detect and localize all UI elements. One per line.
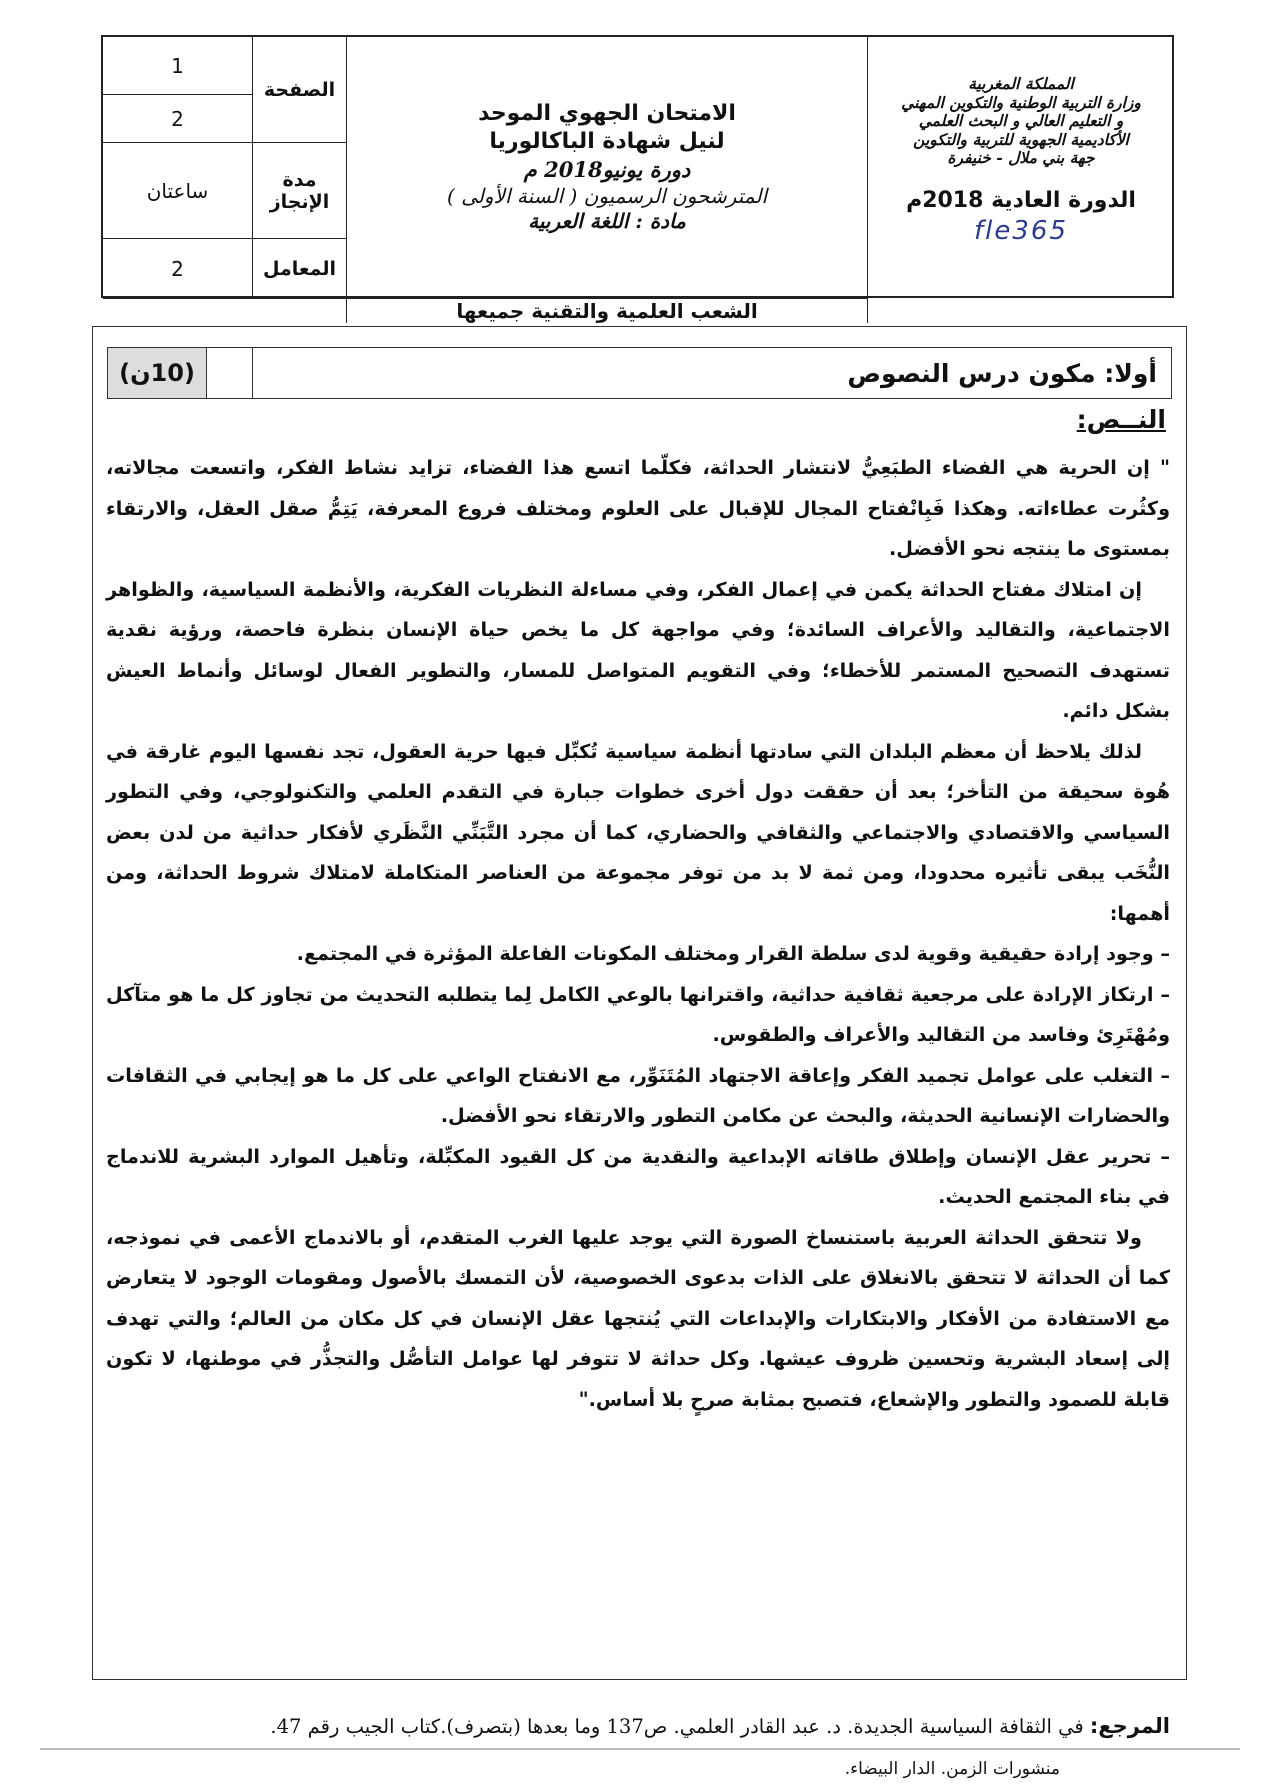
ministry-line: وزارة التربية الوطنية والتكوين المهني	[901, 92, 1141, 112]
section-score: (10ن)	[107, 347, 207, 399]
section-header	[107, 347, 1172, 399]
exam-title-line2: لنيل شهادة الباكالوريا	[489, 129, 725, 155]
total-pages: 2	[103, 95, 253, 143]
exam-title-block	[347, 37, 868, 299]
reference-line1	[106, 1705, 1170, 1748]
section-header-gap	[207, 347, 252, 399]
candidates-line: المترشحون الرسميون ( السنة الأولى )	[446, 183, 768, 208]
empty-cell	[103, 299, 347, 323]
paragraph: إن امتلاك مفتاح الحداثة يكمن في إعمال الفكر، وفي مساءلة النظريات الفكرية، والأنظمة السياسية، والظواهر الاجتماعية، والتقاليد والأعراف السائدة؛ وفي مواجهة كل ما يخص حياة الإنسان بنظرة فاحصة، ورؤية نقدية تستهدف التصحيح المستمر للأخطاء؛ وفي التقويم المتواصل للمسار، والتطوير الفعال لوسائل وأنماط العيش بشكل دائم.	[106, 577, 1170, 722]
bullet-item: – تحرير عقل الإنسان وإطلاق طاقاته الإبداعية والنقدية من كل القيود المكبِّلة، وتأهيل الموارد البشرية للاندماج في بناء المجتمع الحديث.	[106, 1144, 1170, 1208]
handwritten-code: fle365	[974, 216, 1068, 247]
paragraph: لذلك يلاحظ أن معظم البلدان التي سادتها أنظمة سياسية تُكبِّل فيها حرية العقول، تجد نفسها اليوم غارقة في هُوة سحيقة من التأخر؛ بعد أن حققت دول أخرى خطوات جبارة في التقدم العلمي والتكنولوجي، وفي التطور السياسي والاقتصادي والاجتماعي والثقافي والحضاري، كما أن مجرد التَّبَنِّي النَّظَري لأفكار حداثية من لدن بعض النُّخَب يبقى تأثيره محدودا، ومن ثمة لا بد من توفر مجموعة من العناصر المتكاملة لامتلاك شروط الحداثة، ومن أهمها:	[106, 739, 1170, 925]
passage-text	[106, 448, 1170, 1420]
bullet-item: – التغلب على عوامل تجميد الفكر وإعاقة الاجتهاد المُتَنَوِّر، مع الانفتاح الواعي على كل ما هو إيجابي في الثقافات والحضارات الإنسانية الحديثة، والبحث عن مكامن التطور والارتقاء نحو الأفضل.	[106, 1063, 1170, 1127]
reference-source: في الثقافة السياسية الجديدة. د. عبد القادر العلمي. ص137 وما بعدها (بتصرف).كتاب الجيب رقم 47.	[270, 1715, 1084, 1738]
reference-label: المرجع:	[1089, 1714, 1170, 1738]
page-label: الصفحة	[253, 37, 347, 143]
ministry-line: المملكة المغربية	[968, 74, 1074, 93]
paragraph: ولا تتحقق الحداثة العربية باستنساخ الصورة التي يوجد عليها الغرب المتقدم، أو بالاندماج الأعمى في نموذجه، كما أن الحداثة لا تتحقق بالانغلاق على الذات بدعوى الخصوصية، لأن التمسك بالأصول ومقومات الوجود لا يتعارض مع الاستفادة من الأفكار والابتكارات والإبداعات التي يُنتجها عقل الإنسان في كل مكان من العالم؛ والتي تهدف إلى إسعاد البشرية وتحسين ظروف عيشها. وكل حداثة لا تتوفر لها عوامل التأصُّل والتجذُّر في موطنها، لا تكون قابلة للصمود والتطور والإشعاع، فتصبح بمثابة صرحٍ بلا أساس."	[106, 1225, 1170, 1411]
ordinary-session: الدورة العادية 2018م	[906, 187, 1136, 213]
ministry-line: و التعليم العالي و البحث العلمي	[918, 111, 1124, 131]
duration-value: ساعتان	[103, 143, 253, 239]
page-number: 1	[103, 37, 253, 95]
paragraph: " إن الحرية هي الفضاء الطبَعِيُّ لانتشار الحداثة، فكلّما اتسع هذا الفضاء، تزايد نشاط الفكر، واتسعت مجالاته، وكثُرت عطاءاته. وهكذا فَبِانْفتاح المجال للإقبال على العلوم ومختلف فروع المعرفة، يَتِمُّ صقل العقل، والارتقاء بمستوى ما ينتجه نحو الأفضل.	[106, 456, 1170, 560]
exam-header-table	[101, 35, 1174, 323]
text-label: النــص:	[1076, 405, 1166, 434]
bullet-item: – وجود إرادة حقيقية وقوية لدى سلطة القرار ومختلف المكونات الفاعلة المؤثرة في المجتمع.	[296, 942, 1170, 965]
reference-line2: منشورات الزمن. الدار البيضاء.	[844, 1759, 1060, 1779]
ministry-line: جهة بني ملال - خنيفرة	[947, 148, 1095, 168]
page-bottom-divider	[40, 1748, 1240, 1750]
ministry-line: الأكاديمية الجهوية للتربية والتكوين	[913, 129, 1129, 149]
coefficient-value: 2	[103, 239, 253, 299]
exam-title-line1: الامتحان الجهوي الموحد	[478, 101, 736, 127]
ministry-block	[868, 37, 1174, 323]
bullet-item: – ارتكاز الإرادة على مرجعية ثقافية حداثية، واقترانها بالوعي الكامل لِما يتطلبه التحديث من تجاوز كل ما هو متآكل ومُهْتَرِئ وفاسد من التقاليد والأعراف والطقوس.	[106, 982, 1170, 1046]
section-title: أولا: مكون درس النصوص	[252, 347, 1172, 399]
session-line: دورة يونيو2018 م	[523, 156, 691, 182]
coefficient-label: المعامل	[253, 239, 347, 299]
streams-line: الشعب العلمية والتقنية جميعها	[347, 299, 868, 323]
duration-label: مدة الإنجاز	[253, 143, 347, 239]
content-frame	[92, 326, 1187, 1779]
subject-line: مادة : اللغة العربية	[528, 209, 686, 234]
